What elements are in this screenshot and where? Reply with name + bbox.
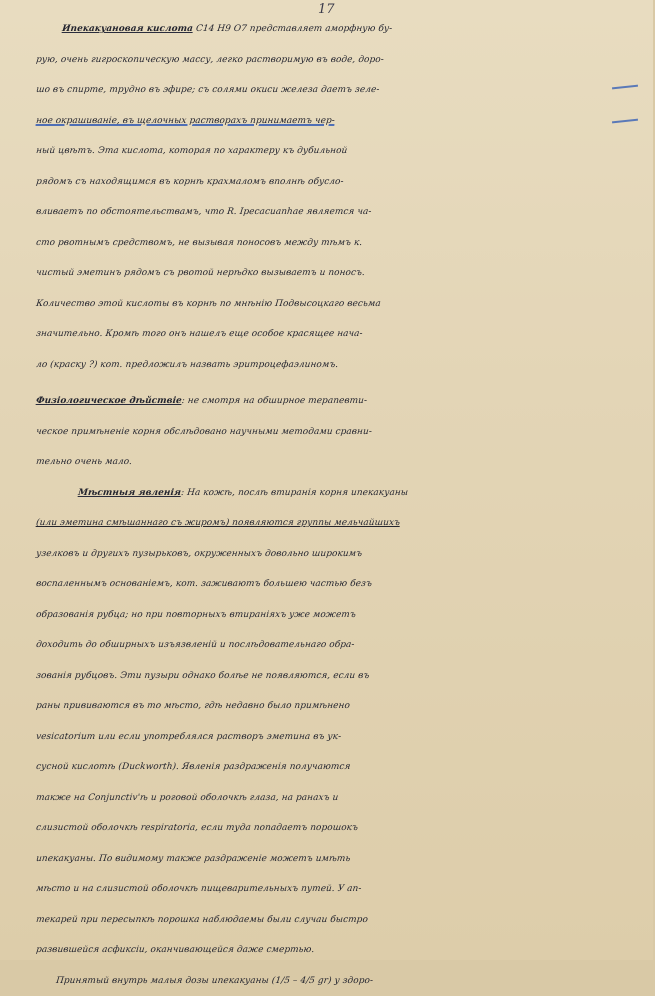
- section-heading: Физіологическое дѣйствіе: [36, 396, 183, 406]
- line-text: vesicatorium или если употреблялся растворъ эметина въ ук-: [36, 732, 342, 742]
- line-text: рую, очень гигроскопическую массу, легко растворимую въ воде, доро-: [36, 55, 385, 65]
- line-text: также на Conjunctiv'ѣ и роговой оболочкѣ глаза, на ранахъ и: [36, 793, 339, 803]
- manuscript-line: [0, 106, 655, 137]
- line-text: узелковъ и другихъ пузырьковъ, окруженныхъ довольно широкимъ: [36, 549, 363, 559]
- manuscript-line: [0, 569, 655, 600]
- manuscript-line: [0, 319, 655, 350]
- manuscript-line: [0, 691, 655, 722]
- manuscript-line: [0, 197, 655, 228]
- line-text: : На кожѣ, послѣ втиранія корня ипекакуаны: [181, 488, 409, 498]
- line-text: чистый эметинъ рядомъ съ рвотой нерѣдко вызываетъ и поносъ.: [36, 268, 366, 278]
- line-text: Принятый внутрь малыя дозы ипекакуаны (1/5 – 4/5 gr) у здоро-: [56, 976, 374, 986]
- manuscript-line: [0, 417, 655, 448]
- line-text: тельно очень мало.: [36, 457, 133, 467]
- manuscript-line: [0, 386, 655, 417]
- line-text: текарей при пересыпкѣ порошка наблюдаемы были случаи быстро: [36, 915, 369, 925]
- manuscript-line: [0, 600, 655, 631]
- line-text: (или эметина смѣшаннаго съ жиромъ) появляются группы мельчайшихъ: [36, 518, 401, 528]
- manuscript-line: [0, 722, 655, 753]
- line-text: шо въ спирте, трудно въ эфире; съ солями окиси железа даетъ зеле-: [36, 85, 380, 95]
- manuscript-line: [0, 478, 655, 509]
- line-text: C14 H9 O7 представляет аморфную бу-: [192, 24, 392, 34]
- manuscript-line: [0, 289, 655, 320]
- manuscript-line: [0, 630, 655, 661]
- handwritten-text-block: [0, 14, 653, 996]
- manuscript-line: [0, 905, 655, 936]
- line-text: Количество этой кислоты въ корнѣ по мнѣнію Подвысоцкаго весьма: [36, 299, 382, 309]
- line-text: ный цвѣтъ. Эта кислота, которая по характеру къ дубильной: [36, 146, 348, 156]
- line-text: доходить до обширныхъ изъязвленій и послѣдовательнаго обра-: [36, 640, 355, 650]
- section-heading: Мѣстныя явленія: [78, 488, 182, 498]
- line-text: слизистой оболочкѣ respiratoria, если туда попадаетъ порошокъ: [36, 823, 359, 833]
- manuscript-line: [0, 661, 655, 692]
- manuscript-line: [0, 935, 655, 966]
- line-text: образованія рубца; но при повторныхъ втираніяхъ уже можетъ: [36, 610, 357, 620]
- manuscript-line: [0, 45, 655, 76]
- line-text: ное окрашиваніе, въ щелочных растворахъ принимаетъ чер-: [36, 116, 336, 126]
- manuscript-line: [0, 813, 655, 844]
- line-text: ипекакуаны. По видимому также раздраженіе можетъ имѣть: [36, 854, 351, 864]
- line-text: : не смотря на обширное терапевти-: [181, 396, 367, 406]
- line-text: рядомъ съ находящимся въ корнѣ крахмаломъ вполнѣ обусло-: [36, 177, 345, 187]
- manuscript-line: [0, 783, 655, 814]
- manuscript-line: [0, 752, 655, 783]
- manuscript-line: [0, 258, 655, 289]
- line-text: зованія рубцовъ. Эти пузыри однако болѣе не появляются, если въ: [36, 671, 370, 681]
- line-text: сусной кислотѣ (Duckworth). Явленія раздраженія получаются: [36, 762, 351, 772]
- manuscript-line: [0, 508, 655, 539]
- line-text: мѣсто и на слизистой оболочкѣ пищеварительныхъ путей. У ап-: [36, 884, 362, 894]
- manuscript-line: [0, 447, 655, 478]
- manuscript-line: [0, 350, 655, 381]
- line-text: значительно. Кромѣ того онъ нашелъ еще особое красящее нача-: [36, 329, 364, 339]
- manuscript-line: [0, 136, 655, 167]
- line-text: ческое примѣненіе корня обслѣдовано научными методами сравни-: [36, 427, 373, 437]
- manuscript-line: [0, 844, 655, 875]
- manuscript-line: [0, 228, 655, 259]
- page-number: 17: [318, 2, 335, 17]
- line-text: раны прививаются въ то мѣсто, гдѣ недавно было примѣнено: [36, 701, 351, 711]
- manuscript-line: [0, 539, 655, 570]
- line-text: сто рвотнымъ средствомъ, не вызывая поносовъ между тѣмъ к.: [36, 238, 363, 248]
- manuscript-line: [0, 75, 655, 106]
- manuscript-line: [0, 14, 655, 45]
- line-text: ло (краску ?) кот. предложилъ назвать эритроцефаэлиномъ.: [36, 360, 339, 370]
- manuscript-line: [0, 167, 655, 198]
- section-heading: Ипекакуановая кислота: [62, 24, 194, 34]
- line-text: вливаетъ по обстоятельствамъ, что R. Ipecacuanhae является ча-: [36, 207, 372, 217]
- manuscript-line: [0, 874, 655, 905]
- manuscript-line: [0, 966, 655, 996]
- line-text: воспаленнымъ основаніемъ, кот. заживаютъ большею частью безъ: [36, 579, 373, 589]
- line-text: развившейся асфиксіи, оканчивающейся даже смертью.: [36, 945, 315, 955]
